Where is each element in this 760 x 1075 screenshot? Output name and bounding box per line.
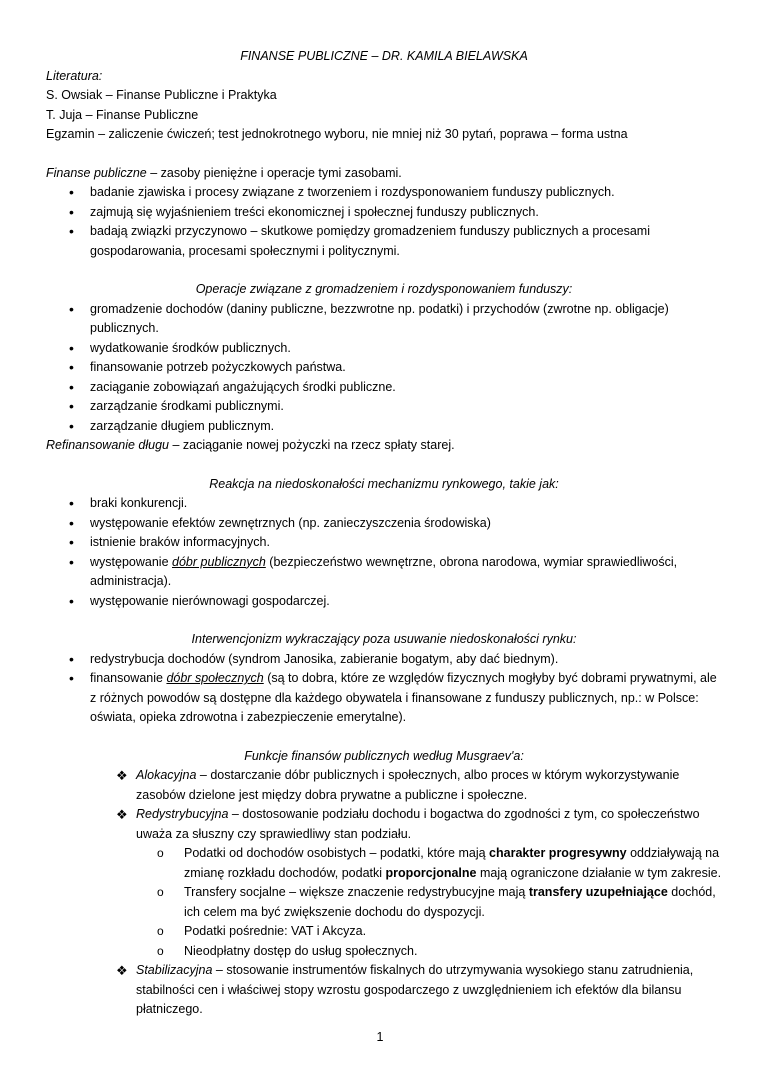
list-item (46, 669, 722, 728)
list-item-text: występowanie (90, 554, 172, 569)
reaction-heading: Reakcja na niedoskonałości mechanizmu rynkowego, takie jak: (209, 476, 559, 491)
function-item-allocation (46, 766, 722, 805)
function-text: – dostarczanie dóbr publicznych i społecznych, albo proces w którym wykorzystywanie zasobów dzielone jest między dobra prywatne a publiczne i społeczne. (136, 768, 680, 802)
list-item: • badanie zjawiska i procesy związane z tworzeniem i rozdysponowaniem funduszy publicznych. (46, 183, 722, 203)
function-term: Alokacyjna (136, 768, 197, 782)
refinancing-text: – zaciąganie nowej pożyczki na rzecz spłaty starej. (169, 438, 455, 452)
refinancing-paragraph (46, 436, 722, 456)
sublist-item (136, 883, 722, 922)
reaction-list (46, 494, 722, 611)
function-item-stabilization (46, 961, 722, 1020)
list-item: • wydatkowanie środków publicznych. (46, 339, 722, 359)
definition-term: Finanse publiczne (46, 165, 147, 180)
sublist-item (136, 942, 722, 962)
list-item: • finansowanie potrzeb pożyczkowych państwa. (46, 358, 722, 378)
list-item: • badają związki przyczynowo – skutkowe pomiędzy gromadzeniem funduszy publicznych a procesami gospodarowania, procesami społecznymi i politycznymi. (46, 222, 722, 261)
circle-bullet-icon: o (157, 924, 164, 938)
sublist-text: Nieodpłatny dostęp do usług społecznych. (184, 943, 418, 958)
intervention-heading: Interwencjonizm wykraczający poza usuwanie niedoskonałości rynku: (191, 632, 577, 646)
sublist-text: dochód, ich celem ma być zwiększenie dochodu do dyspozycji. (184, 885, 716, 919)
sublist-text: Transfery socjalne – większe znaczenie redystrybucyjne mają (184, 885, 529, 899)
definition-text: – zasoby pieniężne i operacje tymi zasobami. (146, 165, 402, 180)
sublist-text: mają ograniczone działanie w tym zakresie. (476, 865, 722, 880)
list-item-text: finansowanie (90, 671, 167, 685)
function-text: – dostosowanie podziału dochodu i bogactwa do zgodności z tym, co społeczeństwo uważa za słuszny czy sprawiedliwy stan podziału. (136, 807, 700, 841)
literature-item: S. Owsiak – Finanse Publiczne i Praktyka (46, 88, 277, 102)
functions-heading: Funkcje finansów publicznych według Musgraev'a: (244, 748, 524, 763)
sublist-item (136, 844, 722, 883)
literature-label: Literatura: (46, 68, 103, 83)
diamond-bullet-icon: ❖ (116, 963, 128, 978)
list-item: • występowanie efektów zewnętrznych (np. zanieczyszczenia środowiska) (46, 514, 722, 534)
functions-list (46, 766, 722, 1020)
list-item: • występowanie nierównowagi gospodarczej. (46, 592, 722, 612)
sublist-bold: charakter progresywny (489, 846, 627, 860)
sublist-text: Podatki od dochodów osobistych – podatki, które mają (184, 846, 490, 860)
list-item: • gromadzenie dochodów (daniny publiczne, bezzwrotne np. podatki) i przychodów (zwrotne np. obligacje) publicznych. (46, 300, 722, 339)
list-item: • redystrybucja dochodów (syndrom Janosika, zabieranie bogatym, aby dać biednym). (46, 650, 722, 670)
operations-list (46, 300, 722, 437)
document-title: FINANSE PUBLICZNE – DR. KAMILA BIELAWSKA (240, 49, 528, 63)
sublist-bold: transfery uzupełniające (528, 885, 668, 899)
refinancing-term: Refinansowanie długu (46, 438, 170, 452)
social-goods-term: dóbr społecznych (166, 671, 264, 685)
list-item: • zajmują się wyjaśnieniem treści ekonomicznej i społecznej funduszy publicznych. (46, 203, 722, 223)
list-item: • zaciąganie zobowiązań angażujących środki publiczne. (46, 378, 722, 398)
function-term: Redystrybucyjna (136, 807, 229, 821)
sublist-bold: proporcjonalne (385, 865, 477, 880)
public-goods-term: dóbr publicznych (172, 554, 266, 569)
intervention-list (46, 650, 722, 728)
document-page (46, 47, 722, 1020)
list-item: • braki konkurencji. (46, 494, 722, 514)
circle-bullet-icon: o (157, 846, 164, 860)
list-item-text: (bezpieczeństwo wewnętrzne, obrona narodowa, wymiar sprawiedliwości, administracja). (90, 554, 678, 588)
page-number: 1 (376, 1030, 384, 1044)
function-item-redistribution (46, 805, 722, 961)
diamond-bullet-icon: ❖ (116, 768, 128, 783)
diamond-bullet-icon: ❖ (116, 807, 128, 822)
operations-heading: Operacje związane z gromadzeniem i rozdysponowaniem funduszy: (195, 282, 573, 296)
redistribution-sublist (136, 844, 722, 961)
function-text: – stosowanie instrumentów fiskalnych do utrzymywania wysokiego stanu zatrudnienia, stabilności cen i właściwej stopy wzrostu gospodarczego z uwzględnieniem ich efektów dla bilansu płatniczego. (136, 963, 694, 1016)
function-term: Stabilizacyjna (136, 963, 213, 977)
list-item (46, 553, 722, 592)
list-item: • istnienie braków informacyjnych. (46, 533, 722, 553)
literature-item: T. Juja – Finanse Publiczne (46, 107, 199, 122)
circle-bullet-icon: o (157, 885, 164, 899)
sublist-item (136, 922, 722, 942)
exam-info: Egzamin – zaliczenie ćwiczeń; test jednokrotnego wyboru, nie mniej niż 30 pytań, poprawa – forma ustna (46, 127, 628, 141)
list-item: • zarządzanie długiem publicznym. (46, 417, 722, 437)
list-item-text: (są to dobra, które ze względów fizycznych mogłyby być dobrami prywatnymi, ale z różnych powodów są dostępne dla każdego obywatela i finansowane z funduszy publicznych, np.: w Polsce: oświata, opieka zdrowotna i zabezpieczenie emerytalne). (90, 671, 717, 724)
sublist-text: oddziaływają na zmianę rozkładu dochodów, podatki (184, 846, 720, 880)
definition-list (46, 183, 722, 261)
circle-bullet-icon: o (157, 943, 164, 958)
list-item: • zarządzanie środkami publicznymi. (46, 397, 722, 417)
definition-paragraph (46, 164, 722, 184)
sublist-text: Podatki pośrednie: VAT i Akcyza. (184, 924, 367, 938)
